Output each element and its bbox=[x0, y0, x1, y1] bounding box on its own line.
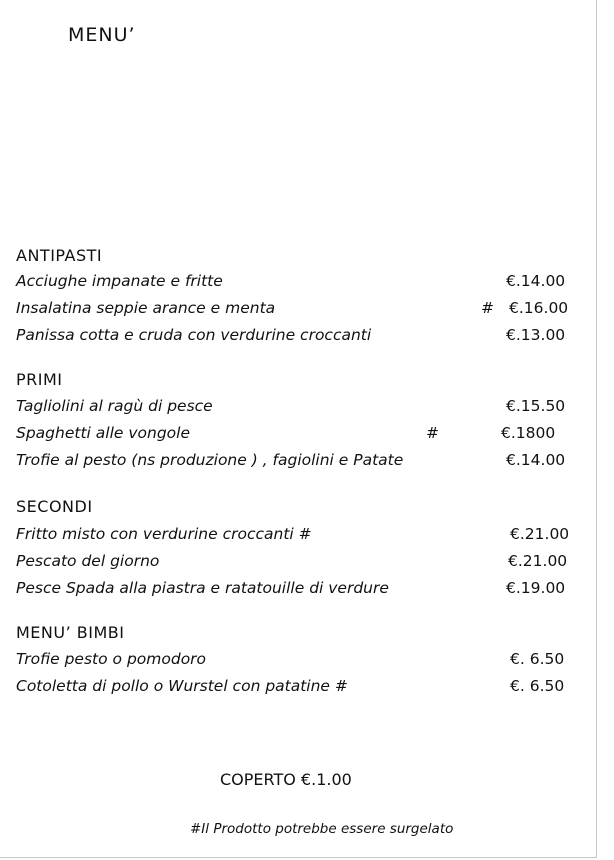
item-price: €.13.00 bbox=[506, 326, 566, 344]
frozen-product-footnote: #Il Prodotto potrebbe essere surgelato bbox=[190, 821, 454, 837]
item-name: Fritto misto con verdurine croccanti # bbox=[16, 525, 312, 543]
item-price: €. 6.50 bbox=[510, 677, 565, 695]
menu-item bbox=[16, 579, 586, 601]
item-price: €. 6.50 bbox=[510, 650, 565, 668]
item-name: Acciughe impanate e fritte bbox=[16, 272, 223, 290]
item-name: Pesce Spada alla piastra e ratatouille di verdure bbox=[16, 579, 389, 597]
section-antipasti-heading: ANTIPASTI bbox=[16, 246, 103, 265]
section-menu-bimbi-heading: MENU’ BIMBI bbox=[16, 623, 125, 642]
item-price: €.16.00 bbox=[509, 299, 569, 317]
item-name: Pescato del giorno bbox=[16, 552, 160, 570]
frozen-mark: # bbox=[426, 424, 439, 442]
cover-charge: COPERTO €.1.00 bbox=[220, 770, 352, 789]
frozen-mark: # bbox=[481, 299, 494, 317]
item-name: Panissa cotta e cruda con verdurine croccanti bbox=[16, 326, 372, 344]
section-secondi-heading: SECONDI bbox=[16, 497, 93, 516]
menu-item bbox=[16, 397, 586, 419]
menu-item bbox=[16, 451, 586, 473]
item-name: Trofie pesto o pomodoro bbox=[16, 650, 207, 668]
menu-item bbox=[16, 272, 586, 294]
item-name: Cotoletta di pollo o Wurstel con patatine # bbox=[16, 677, 348, 695]
menu-item bbox=[16, 326, 586, 348]
item-price: €.1800 bbox=[501, 424, 556, 442]
menu-item bbox=[16, 424, 586, 446]
item-price: €.21.00 bbox=[510, 525, 570, 543]
item-name: Spaghetti alle vongole bbox=[16, 424, 190, 442]
menu-item bbox=[16, 677, 586, 699]
menu-item bbox=[16, 525, 586, 547]
item-price: €.21.00 bbox=[508, 552, 568, 570]
item-price: €.14.00 bbox=[506, 272, 566, 290]
menu-item bbox=[16, 299, 586, 321]
item-name: Tagliolini al ragù di pesce bbox=[16, 397, 213, 415]
item-name: Trofie al pesto (ns produzione ) , fagiolini e Patate bbox=[16, 451, 404, 469]
menu-title: MENU’ bbox=[68, 24, 136, 46]
menu-item bbox=[16, 552, 586, 574]
item-name: Insalatina seppie arance e menta bbox=[16, 299, 276, 317]
section-primi-heading: PRIMI bbox=[16, 370, 63, 389]
item-price: €.15.50 bbox=[506, 397, 566, 415]
item-price: €.14.00 bbox=[506, 451, 566, 469]
item-price: €.19.00 bbox=[506, 579, 566, 597]
menu-item bbox=[16, 650, 586, 672]
